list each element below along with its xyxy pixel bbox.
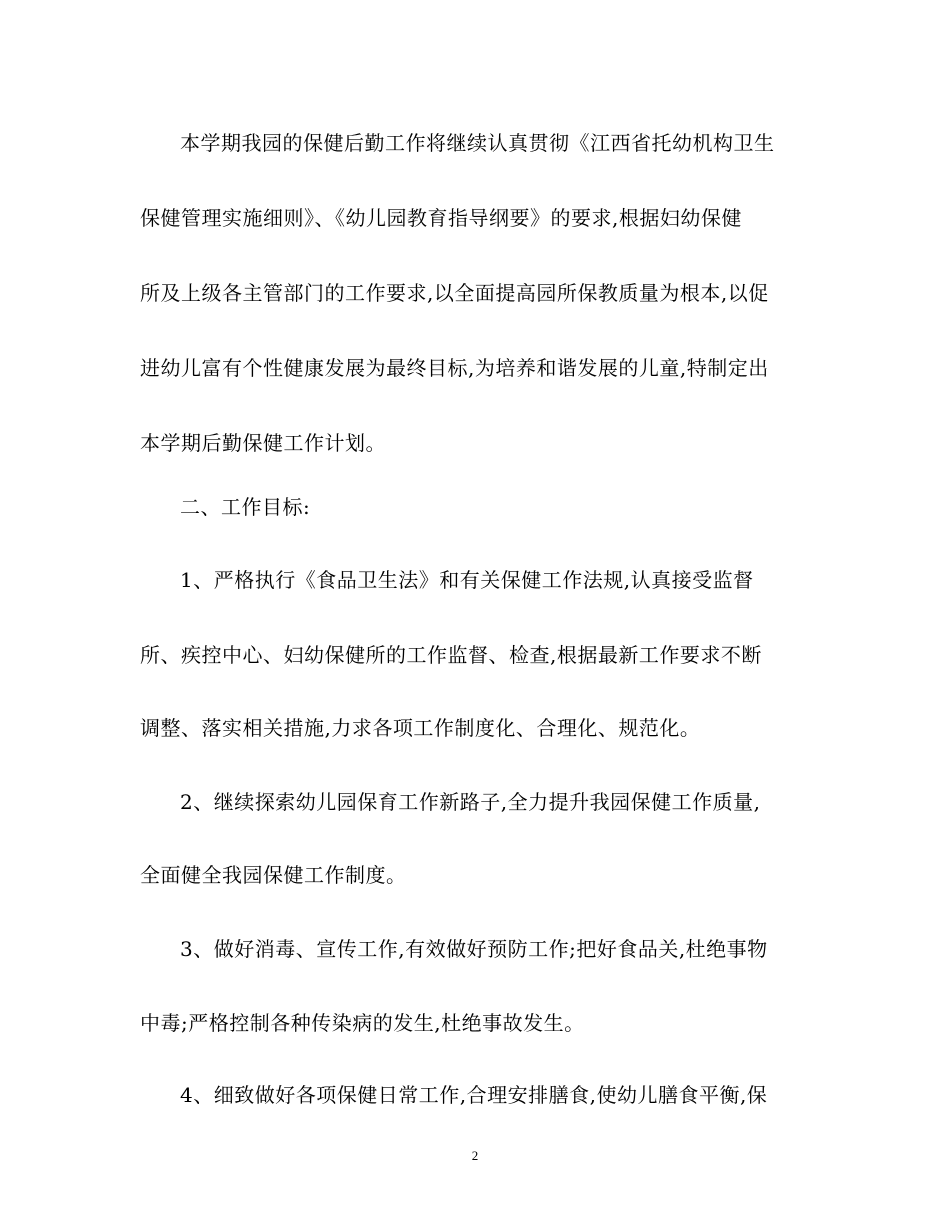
list-item-line: 全面健全我园保健工作制度。	[140, 863, 407, 887]
list-item-line: 调整、落实相关措施,力求各项工作制度化、合理化、规范化。	[140, 716, 701, 740]
paragraph-line: 进幼儿富有个性健康发展为最终目标,为培养和谐发展的儿童,特制定出	[140, 356, 769, 380]
list-item-line: 1、严格执行《食品卫生法》和有关保健工作法规,认真接受监督	[180, 568, 754, 592]
page-number: 2	[471, 1148, 479, 1163]
list-item-line: 所、疾控中心、妇幼保健所的工作监督、检查,根据最新工作要求不断	[140, 643, 762, 667]
list-item-line: 4、细致做好各项保健日常工作,合理安排膳食,使幼儿膳食平衡,保	[180, 1083, 768, 1107]
list-item-line: 2、继续探索幼儿园保育工作新路子,全力提升我园保健工作质量,	[180, 790, 761, 814]
paragraph-line: 保健管理实施细则》、《幼儿园教育指导纲要》的要求,根据妇幼保健	[140, 206, 742, 230]
list-item-line: 3、做好消毒、宣传工作,有效做好预防工作;把好食品关,杜绝事物	[180, 937, 768, 961]
list-item-line: 中毒;严格控制各种传染病的发生,杜绝事故发生。	[140, 1011, 585, 1035]
paragraph-line: 本学期我园的保健后勤工作将继续认真贯彻《江西省托幼机构卫生	[180, 131, 775, 155]
paragraph-line: 本学期后勤保健工作计划。	[140, 431, 386, 455]
section-heading: 二、工作目标:	[180, 495, 311, 519]
paragraph-line: 所及上级各主管部门的工作要求,以全面提高园所保教质量为根本,以促	[140, 281, 769, 305]
